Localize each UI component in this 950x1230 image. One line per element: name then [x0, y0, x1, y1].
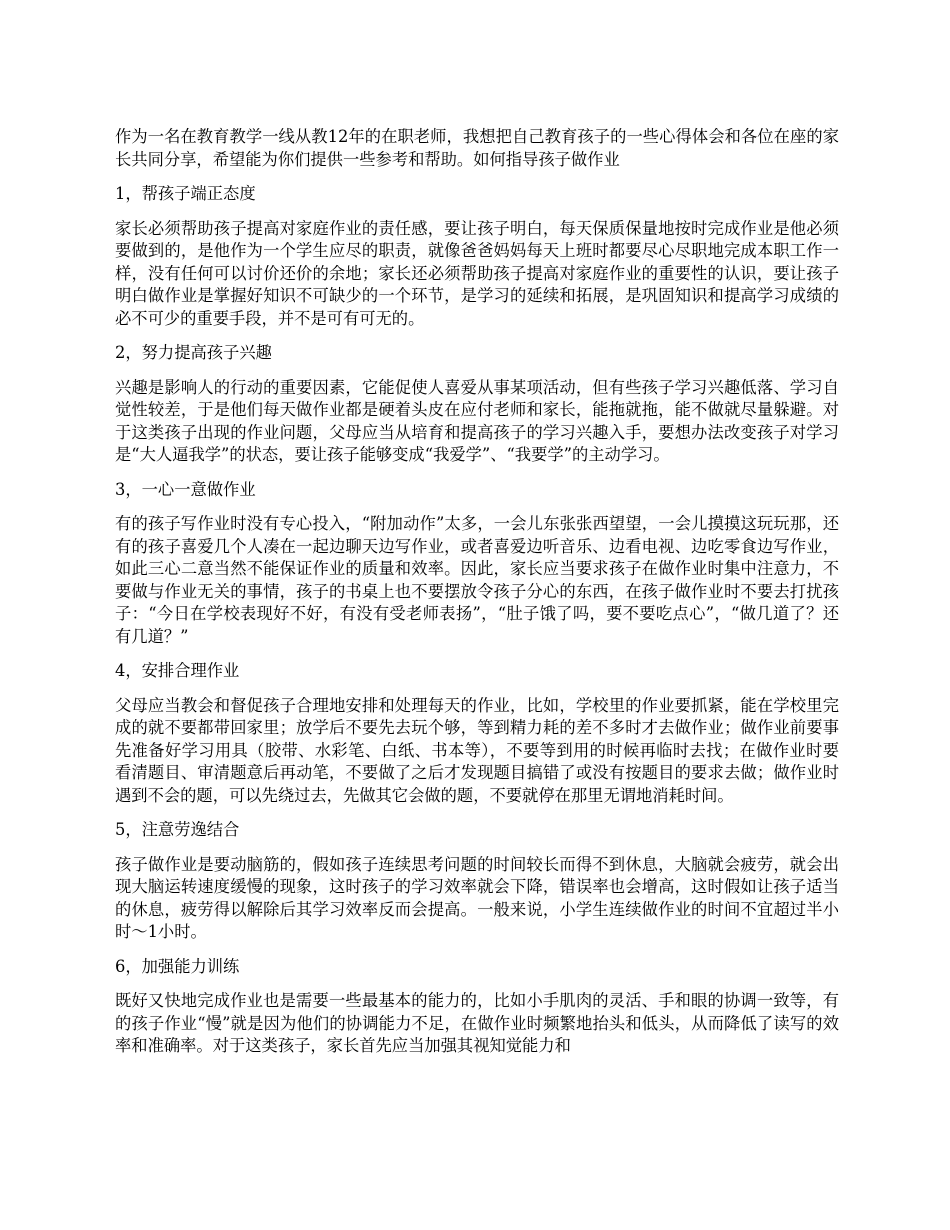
section-5-body: 孩子做作业是要动脑筋的，假如孩子连续思考问题的时间较长而得不到休息，大脑就会疲劳，就会出现大脑运转速度缓慢的现象，这时孩子的学习效率就会下降，错误率也会增高，这时假如让孩子适当的休息，疲劳得以解除后其学习效率反而会提高。一般来说，小学生连续做作业的时间不宜超过半小时～1小时。 — [115, 854, 839, 941]
section-4-body: 父母应当教会和督促孩子合理地安排和处理每天的作业，比如，学校里的作业要抓紧，能在学校里完成的就不要都带回家里；放学后不要先去玩个够，等到精力耗的差不多时才去做作业；做作业前要事先准备好学习用具（胶带、水彩笔、白纸、书本等），不要等到用的时候再临时去找；在做作业时要看清题目、审清题意后再动笔，不要做了之后才发现题目搞错了或没有按题目的要求去做；做作业时遇到不会的题，可以先绕过去，先做其它会做的题，不要就停在那里无谓地消耗时间。 — [115, 695, 839, 805]
document-page — [115, 126, 839, 1070]
intro-paragraph: 作为一名在教育教学一线从教12年的在职老师，我想把自己教育孩子的一些心得体会和各位在座的家长共同分享，希望能为你们提供一些参考和帮助。如何指导孩子做作业 — [115, 127, 839, 169]
section-6-heading: 6，加强能力训练 — [115, 956, 240, 976]
section-3-heading: 3，一心一意做作业 — [115, 479, 256, 499]
section-1-body: 家长必须帮助孩子提高对家庭作业的责任感，要让孩子明白，每天保质保量地按时完成作业是他必须要做到的，是他作为一个学生应尽的职责，就像爸爸妈妈每天上班时都要尽心尽职地完成本职工作一样，没有任何可以讨价还价的余地；家长还必须帮助孩子提高对家庭作业的重要性的认识，要让孩子明白做作业是掌握好知识不可缺少的一个环节，是学习的延续和拓展，是巩固知识和提高学习成绩的必不可少的重要手段，并不是可有可无的。 — [115, 218, 839, 328]
section-1-heading: 1，帮孩子端正态度 — [115, 184, 256, 203]
section-3-body: 有的孩子写作业时没有专心投入，“附加动作”太多，一会儿东张张西望望，一会儿摸摸这玩玩那，还有的孩子喜爱几个人凑在一起边聊天边写作业，或者喜爱边听音乐、边看电视、边吃零食边写作业，如此三心二意当然不能保证作业的质量和效率。因此，家长应当要求孩子在做作业时集中注意力，不要做与作业无关的事情，孩子的书桌上也不要摆放令孩子分心的东西，在孩子做作业时不要去打扰孩子：“今日在学校表现好不好，有没有受老师表扬”，“肚子饿了吗，要不要吃点心”，“做几道了？还有几道？” — [115, 514, 839, 646]
section-2-body: 兴趣是影响人的行动的重要因素，它能促使人喜爱从事某项活动，但有些孩子学习兴趣低落、学习自觉性较差，于是他们每天做作业都是硬着头皮在应付老师和家长，能拖就拖，能不做就尽量躲避。对于这类孩子出现的作业问题，父母应当从培育和提高孩子的学习兴趣入手，要想办法改变孩子对学习是“大人逼我学”的状态，要让孩子能够变成“我爱学”、“我要学”的主动学习。 — [115, 377, 839, 464]
section-5-heading: 5，注意劳逸结合 — [115, 820, 240, 839]
section-2-heading: 2，努力提高孩子兴趣 — [115, 343, 272, 362]
section-6-body: 既好又快地完成作业也是需要一些最基本的能力的，比如小手肌肉的灵活、手和眼的协调一致等，有的孩子作业“慢”就是因为他们的协调能力不足，在做作业时频繁地抬头和低头，从而降低了读写的效率和准确率。对于这类孩子，家长首先应当加强其视知觉能力和 — [115, 991, 839, 1055]
section-4-heading: 4，安排合理作业 — [115, 661, 240, 680]
